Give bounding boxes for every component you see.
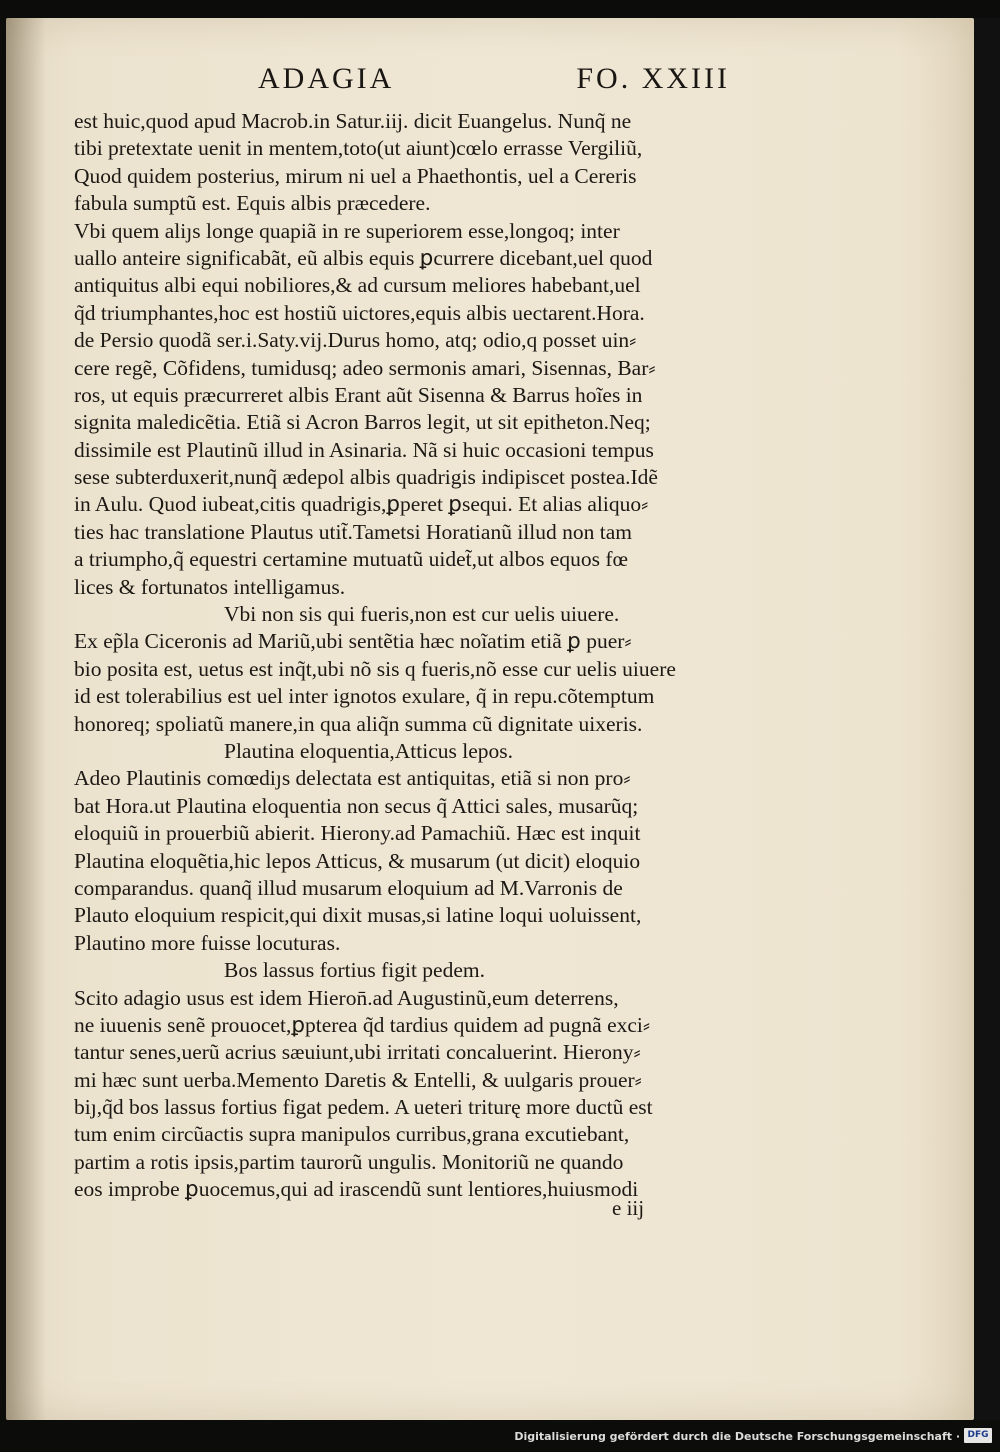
text-line: mi hæc sunt uerba.Memento Daretis & Entelli, & uulgaris prouer⸗	[74, 1067, 642, 1092]
text-line: est huic,quod apud Macrob.in Satur.iij. dicit Euangelus. Nunq̃ ne	[74, 109, 632, 133]
text-line: bio posita est, uetus est inq̃t,ubi nõ sis q fueris,nõ esse cur uelis uiuere	[74, 656, 676, 681]
text-line: Plauto eloquium respicit,qui dixit musas,si latine loqui uoluissent,	[74, 903, 642, 928]
text-line: dissimile est Plautinũ illud in Asinaria. Nã si huic occasioni tempus	[74, 437, 654, 462]
text-line: ties hac translatione Plautus utit̃.Tametsi Horatianũ illud non tam	[74, 519, 632, 544]
funding-credit: Digitalisierung gefördert durch die Deutsche Forschungsgemeinschaft ·	[514, 1430, 960, 1443]
text-line: tibi pretextate uenit in mentem,toto(ut aiunt)cœlo errasse Vergiliũ,	[74, 136, 643, 161]
adage-title: Plautina eloquentia,Atticus lepos.	[224, 738, 514, 763]
adage-title: Vbi non sis qui fueris,non est cur uelis uiuere.	[224, 602, 620, 627]
text-line: ros, ut equis præcurreret albis Erant aũt Sisenna & Barrus hoĩes in	[74, 382, 643, 407]
running-title: ADAGIA	[258, 62, 395, 95]
text-line: eos improbe ꝑuocemus,qui ad irascendũ sunt lentiores,huiusmodi	[74, 1177, 639, 1202]
text-line: antiquitus albi equi nobiliores,& ad cursum meliores habebant,uel	[74, 273, 641, 298]
text-line: fabula sumptũ est. Equis albis præcedere.	[74, 191, 431, 216]
text-line: id est tolerabilius est uel inter ignotos exulare, q̃ in repu.cõtemptum	[74, 684, 655, 709]
text-line: signita maledicẽtia. Etiã si Acron Barros legit, ut sit epitheton.Neq;	[74, 410, 651, 435]
text-line: biȷ,q̃d bos lassus fortius figat pedem. A ueteri triturę more ductũ est	[74, 1095, 653, 1120]
text-line: Plautino more fuisse locuturas.	[74, 930, 341, 955]
text-line: Vbi quem aliȷs longe quapiã in re superiorem esse,longoq; inter	[74, 218, 620, 243]
page-edge	[974, 18, 1000, 1420]
text-line: Scito adagio usus est idem Hieron̄.ad Augustinũ,eum deterrens,	[74, 985, 619, 1010]
text-line: lices & fortunatos intelligamus.	[74, 574, 346, 599]
text-line: bat Hora.ut Plautina eloquentia non secus q̃ Attici sales, musarũq;	[74, 793, 639, 818]
text-line: eloquiũ in prouerbiũ abierit. Hierony.ad Pamachiũ. Hæc est inquit	[74, 821, 641, 846]
text-line: Plautina eloquẽtia,hic lepos Atticus, & musarum (ut dicit) eloquio	[74, 848, 641, 873]
dfg-logo: DFG	[964, 1428, 992, 1443]
body-text	[74, 108, 764, 1204]
text-line: a triumpho,q̃ equestri certamine mutuatũ uidet̃,ut albos equos fœ	[74, 547, 629, 572]
text-line: partim a rotis ipsis,partim taurorũ ungulis. Monitoriũ ne quando	[74, 1149, 624, 1174]
folio-number: FO. XXIII	[576, 62, 730, 95]
gutter-shadow	[6, 18, 46, 1420]
text-line: tum enim circũactis supra manipulos curribus,grana excutiebant,	[74, 1122, 630, 1147]
text-line: in Aulu. Quod iubeat,citis quadrigis,ꝑperet ꝑsequi. Et alias aliquo⸗	[74, 492, 649, 517]
text-line: Quod quidem posterius, mirum ni uel a Phaethontis, uel a Cereris	[74, 163, 637, 188]
text-line: sese subterduxerit,nunq̃ ædepol albis quadrigis indipiscet postea.Idẽ	[74, 465, 658, 490]
running-header	[258, 62, 730, 102]
signature-mark: e iij	[612, 1196, 645, 1220]
text-line: q̃d triumphantes,hoc est hostiũ uictores,equis albis uectarent.Hora.	[74, 300, 645, 325]
text-line: cere regẽ, Cõfidens, tumidusq; adeo sermonis amari, Sisennas, Bar⸗	[74, 355, 656, 380]
text-line: honoreq; spoliatũ manere,in qua aliq̃n summa cũ dignitate uixeris.	[74, 711, 643, 736]
text-line: Ex ep̃la Ciceronis ad Mariũ,ubi sentẽtia hæc noĩatim etiã ꝑ puer⸗	[74, 629, 632, 654]
text-line: tantur senes,uerũ acrius sæuiunt,ubi irritati concaluerint. Hierony⸗	[74, 1040, 641, 1065]
text-line: ne iuuenis senẽ prouocet,ꝑptereа q̃d tardius quidem ad pugnã exci⸗	[74, 1012, 651, 1037]
text-line: Adeo Plautinis comœdiȷs delectata est antiquitas, etiã si non pro⸗	[74, 766, 631, 791]
text-line: de Persio quodã ser.i.Saty.vij.Durus homo, atq; odio,q posset uin⸗	[74, 328, 637, 353]
text-line: uallo anteire significabãt, eũ albis equis ꝑcurrere dicebant,uel quod	[74, 245, 653, 270]
text-line: comparandus. quanq̃ illud musarum eloquium ad M.Varronis de	[74, 875, 623, 900]
adage-title: Bos lassus fortius figit pedem.	[224, 958, 485, 983]
